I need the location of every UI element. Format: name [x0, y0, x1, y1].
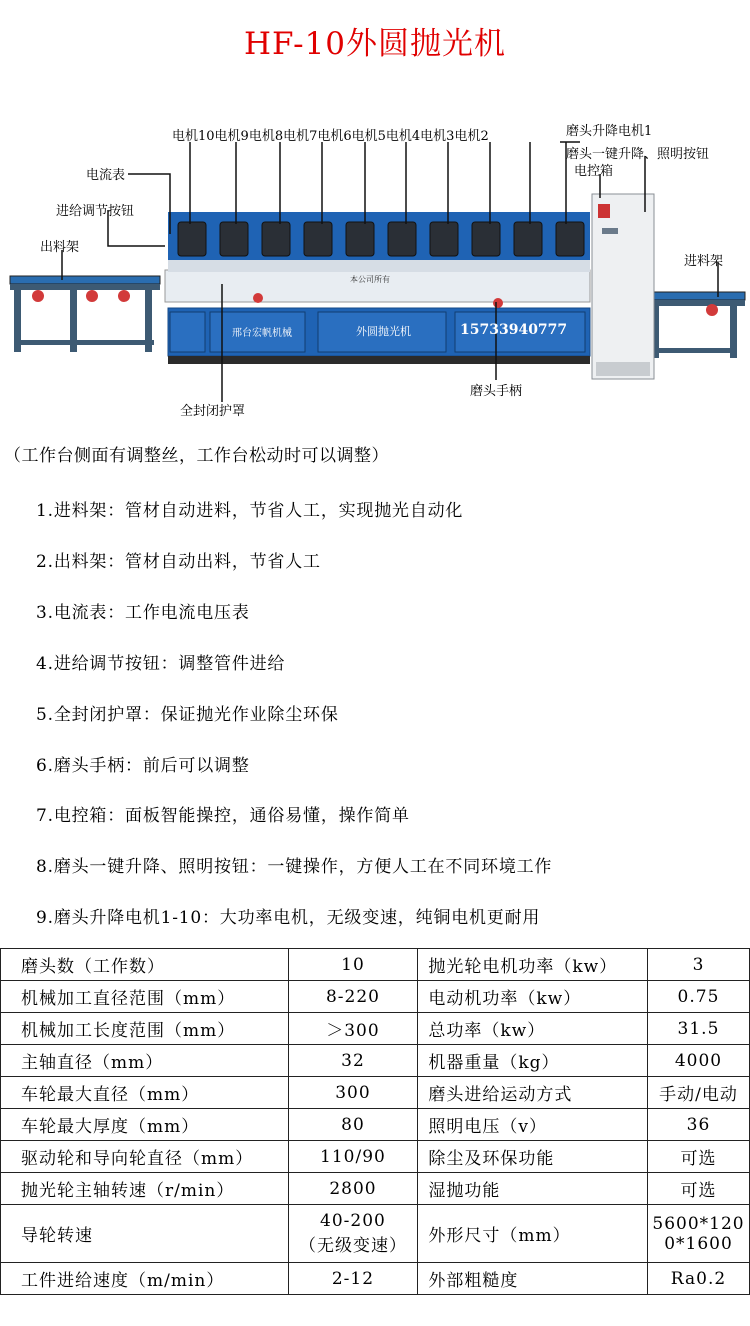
- feature-item-1: 1.进料架：管材自动进料，节省人工，实现抛光自动化: [36, 501, 464, 521]
- spec-value: 手动/电动: [647, 1077, 749, 1109]
- feature-item-7: 7.电控箱：面板智能操控，通俗易懂，操作简单: [36, 806, 410, 826]
- table-row: [1, 1013, 750, 1045]
- machine-diagram: [0, 112, 750, 430]
- machine-plate-text: 本公司所有: [350, 275, 390, 284]
- feature-item-2: 2.出料架：管材自动出料，节省人工: [36, 552, 321, 572]
- spec-value: 2800: [288, 1173, 418, 1205]
- feature-item-4: 4.进给调节按钮：调整管件进给: [36, 654, 286, 674]
- spec-key: 抛光轮主轴转速（r/min）: [1, 1173, 289, 1205]
- spec-key: 车轮最大直径（mm）: [1, 1077, 289, 1109]
- spec-value: Ra0.2: [647, 1263, 749, 1295]
- spec-value: [647, 1205, 749, 1263]
- enclosure-label: 全封闭护罩: [180, 404, 246, 419]
- spec-key: 湿抛功能: [418, 1173, 648, 1205]
- table-row: [1, 1077, 750, 1109]
- feature-item-5: 5.全封闭护罩：保证抛光作业除尘环保: [36, 705, 339, 725]
- control-box-label: 电控箱: [574, 164, 614, 179]
- spec-key: 驱动轮和导向轮直径（mm）: [1, 1141, 289, 1173]
- table-row: [1, 1173, 750, 1205]
- spec-value-line: 0*1600: [664, 1233, 733, 1254]
- spec-key: 磨头进给运动方式: [418, 1077, 648, 1109]
- control-cabinet-drawing: [592, 194, 654, 379]
- spec-value: 可选: [647, 1141, 749, 1173]
- infeed-rack-drawing: [645, 292, 745, 358]
- spec-value: ＞300: [288, 1013, 418, 1045]
- spec-value: 31.5: [647, 1013, 749, 1045]
- spec-value-line: 5600*120: [652, 1213, 745, 1234]
- spec-value: 8-220: [288, 981, 418, 1013]
- spec-key: 工件进给速度（m/min）: [1, 1263, 289, 1295]
- spec-key: 机器重量（kg）: [418, 1045, 648, 1077]
- machine-phone-text: 15733940777: [460, 322, 568, 338]
- spec-value: 可选: [647, 1173, 749, 1205]
- table-row: [1, 981, 750, 1013]
- spec-value: 4000: [647, 1045, 749, 1077]
- spec-value-line: （无级变速）: [298, 1236, 407, 1256]
- spec-value: 0.75: [647, 981, 749, 1013]
- spec-value: 110/90: [288, 1141, 418, 1173]
- outfeed-rack-drawing: [10, 276, 160, 352]
- spec-value: 10: [288, 949, 418, 981]
- table-row: [1, 1263, 750, 1295]
- table-row: [1, 949, 750, 981]
- feed-button-label: 进给调节按钮: [56, 204, 135, 219]
- machine-product-text: 外圆抛光机: [356, 325, 411, 338]
- feature-item-3: 3.电流表：工作电流电压表: [36, 603, 250, 623]
- feature-item-9: 9.磨头升降电机1-10：大功率电机，无级变速，纯铜电机更耐用: [36, 908, 541, 928]
- table-row: [1, 1205, 750, 1263]
- lift-motor-label: 磨头升降电机1: [566, 124, 653, 139]
- table-row: [1, 1109, 750, 1141]
- spec-key: 外部粗糙度: [418, 1263, 648, 1295]
- spec-value: 2-12: [288, 1263, 418, 1295]
- spec-value: 3: [647, 949, 749, 981]
- machine-brand-text: 邢台宏帆机械: [232, 328, 292, 339]
- motor-labels: 电机10电机9电机8电机7电机6电机5电机4电机3电机2: [172, 129, 489, 144]
- spec-key: 主轴直径（mm）: [1, 1045, 289, 1077]
- page-title: HF-10外圆抛光机: [243, 26, 507, 62]
- handle-label: 磨头手柄: [470, 384, 523, 399]
- spec-key: 总功率（kw）: [418, 1013, 648, 1045]
- spec-key: 机械加工长度范围（mm）: [1, 1013, 289, 1045]
- lift-light-button-label: 磨头一键升降、照明按钮: [566, 147, 710, 162]
- spec-key: 外形尺寸（mm）: [418, 1205, 648, 1263]
- spec-value: [288, 1205, 418, 1263]
- spec-key: 除尘及环保功能: [418, 1141, 648, 1173]
- spec-key: 照明电压（v）: [418, 1109, 648, 1141]
- spec-key: 抛光轮电机功率（kw）: [418, 949, 648, 981]
- spec-key: 车轮最大厚度（mm）: [1, 1109, 289, 1141]
- spec-key: 电动机功率（kw）: [418, 981, 648, 1013]
- table-row: [1, 1045, 750, 1077]
- spec-key: 磨头数（工作数）: [1, 949, 289, 981]
- outfeed-rack-label: 出料架: [40, 240, 80, 255]
- table-row: [1, 1141, 750, 1173]
- spec-value: 300: [288, 1077, 418, 1109]
- spec-value: 36: [647, 1109, 749, 1141]
- feature-item-8: 8.磨头一键升降、照明按钮：一键操作，方便人工在不同环境工作: [36, 857, 553, 877]
- spec-value: 80: [288, 1109, 418, 1141]
- ammeter-label: 电流表: [86, 168, 126, 183]
- infeed-rack-label: 进料架: [684, 254, 724, 269]
- worktable-note: （工作台侧面有调整丝，工作台松动时可以调整）: [4, 446, 389, 466]
- spec-value-line: 40-200: [320, 1211, 386, 1231]
- spec-table: [0, 948, 750, 1295]
- feature-item-6: 6.磨头手柄：前后可以调整: [36, 756, 250, 776]
- spec-key: 机械加工直径范围（mm）: [1, 981, 289, 1013]
- spec-key: 导轮转速: [1, 1205, 289, 1263]
- spec-value: 32: [288, 1045, 418, 1077]
